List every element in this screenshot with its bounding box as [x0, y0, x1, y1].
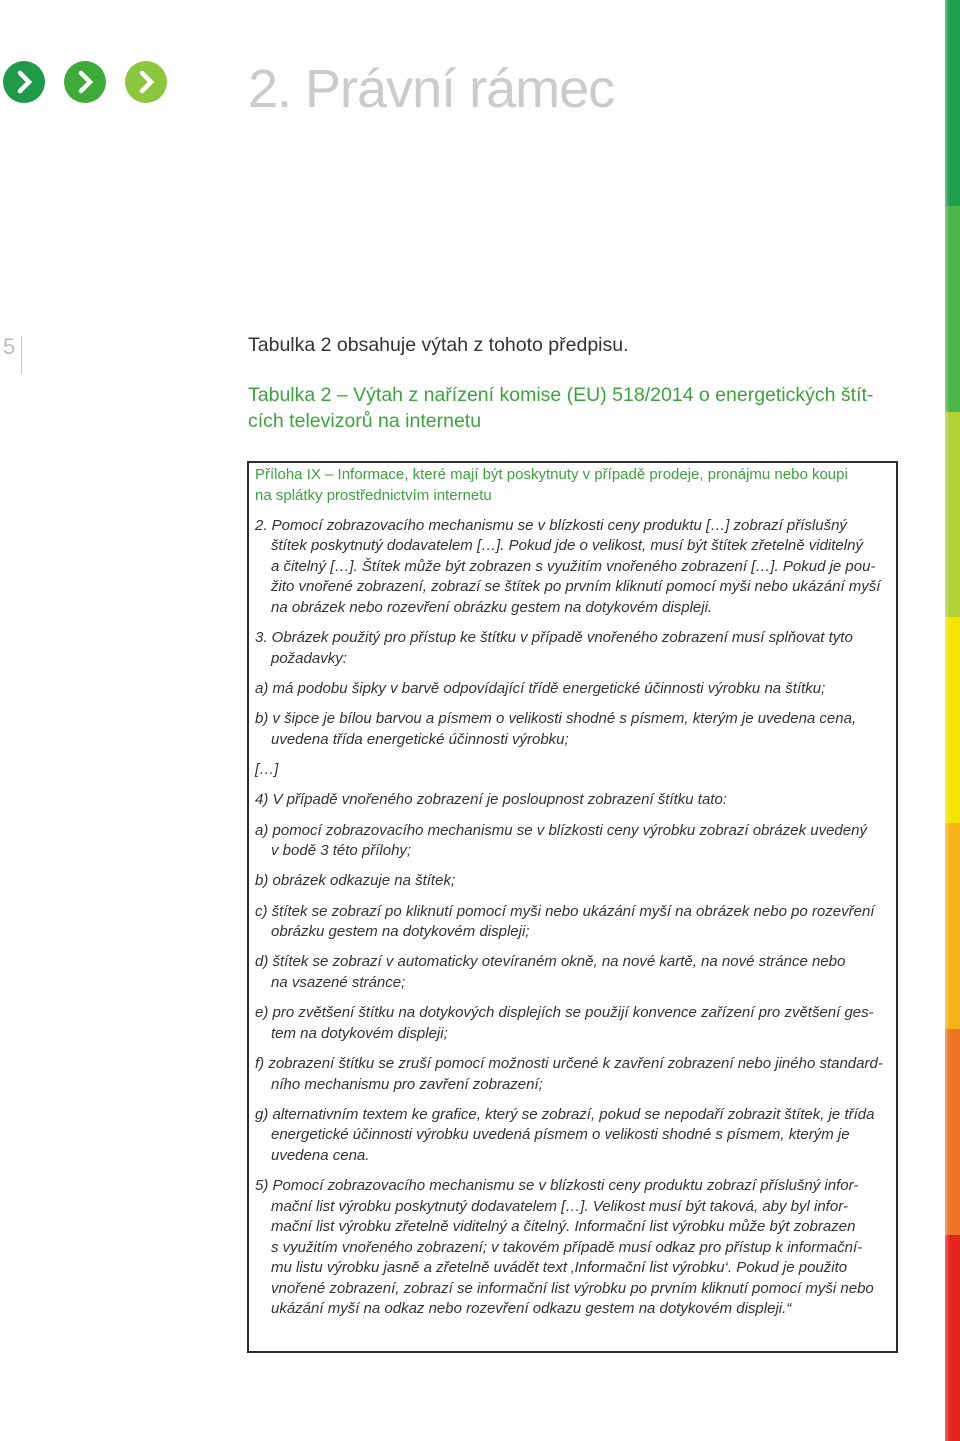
excerpt-heading — [255, 465, 890, 506]
paragraph-line: tem na dotykovém displeji; — [271, 1024, 448, 1042]
excerpt-paragraph — [255, 871, 890, 892]
paragraph-line: štítek poskytnutý dodavatelem […]. Pokud jde o velikost, musí být štítek zřetelně viditelný — [271, 537, 863, 555]
paragraph-line: 2. Pomocí zobrazovacího mechanismu se v blízkosti ceny produktu […] zobrazí příslušný — [255, 516, 847, 534]
paragraph-line: žito vnořené zobrazení, zobrazí se štítek po prvním kliknutí pomocí myši nebo ukázání myší — [271, 578, 881, 596]
paragraph-line: v bodě 3 této přílohy; — [271, 842, 412, 860]
page-number-divider — [21, 336, 22, 374]
paragraph-line: 5) Pomocí zobrazovacího mechanismu se v blízkosti ceny produktu zobrazí příslušný infor- — [255, 1177, 859, 1195]
paragraph-line: g) alternativním textem ke grafice, který se zobrazí, pokud se nepodaří zobrazit štítek, je třída — [255, 1105, 875, 1123]
paragraph-line: energetické účinnosti výrobku uvedená písmem o velikosti shodné s písmem, kterým je — [271, 1126, 850, 1144]
chevron-badges — [0, 58, 172, 106]
bar-sheen — [945, 0, 960, 1441]
table-caption — [248, 382, 873, 434]
paragraph-line: ukázání myší na odkaz nebo rozevření odkazu gestem na dotykovém displeji.“ — [271, 1300, 792, 1318]
regulation-excerpt-box — [247, 461, 898, 1353]
paragraph-line: mu listu výrobku jasně a zřetelně uvádět text ‚Informační list výrobku‘. Pokud je použito — [271, 1259, 848, 1277]
intro-text: Tabulka 2 obsahuje výtah z tohoto předpisu. — [248, 334, 629, 356]
energy-class-color-bar — [945, 0, 960, 1441]
paragraph-line: požadavky: — [271, 649, 347, 667]
paragraph-line: e) pro zvětšení štítku na dotykových displejích se použijí konvence zařízení pro zvětšení ges- — [255, 1004, 874, 1022]
excerpt-paragraph — [255, 1054, 890, 1095]
table-caption-line: cích televizorů na internetu — [248, 410, 482, 432]
paragraph-line: 3. Obrázek použitý pro přístup ke štítku v případě vnořeného zobrazení musí splňovat tyto — [255, 629, 853, 647]
badge-circle — [125, 61, 167, 103]
paragraph-line: a) má podobu šipky v barvě odpovídající třídě energetické účinnosti výrobku na štítku; — [255, 679, 826, 697]
paragraph-line: d) štítek se zobrazí v automaticky otevíraném okně, na nové kartě, na nové stránce nebo — [255, 953, 846, 971]
excerpt-paragraph — [255, 790, 890, 811]
paragraph-line: c) štítek se zobrazí po kliknutí pomocí myši nebo ukázání myší na obrázek nebo po rozevření — [255, 902, 875, 920]
badge-circle — [64, 61, 106, 103]
excerpt-heading-line: na splátky prostřednictvím internetu — [255, 486, 492, 504]
nav-arrow-badge — [64, 61, 106, 103]
paragraph-line: mační list výrobku poskytnutý dodavatelem […]. Velikost musí být taková, aby byl infor- — [271, 1197, 848, 1215]
excerpt-paragraph — [255, 821, 890, 862]
paragraph-line: uvedena třída energetické účinnosti výrobku; — [271, 730, 569, 748]
excerpt-paragraph — [255, 902, 890, 943]
excerpt-heading-line: Příloha IX – Informace, které mají být poskytnuty v případě prodeje, pronájmu nebo koupi — [255, 466, 848, 483]
excerpt-paragraph — [255, 628, 890, 669]
paragraph-line: uvedena cena. — [271, 1146, 370, 1164]
nav-arrow-badge — [3, 61, 45, 103]
page-title: 2. Právní rámec — [248, 59, 615, 119]
paragraph-line: b) obrázek odkazuje na štítek; — [255, 872, 456, 890]
omission-marker: […] — [255, 760, 279, 778]
paragraph-line: b) v šipce je bílou barvou a písmem o velikosti shodné s písmem, kterým je uvedena cena, — [255, 710, 857, 728]
excerpt-paragraph — [255, 1105, 890, 1167]
table-caption-line: Tabulka 2 – Výtah z nařízení komise (EU) 518/2014 o energetických štít- — [248, 384, 874, 406]
excerpt-paragraph — [255, 952, 890, 993]
paragraph-line: 4) V případě vnořeného zobrazení je posloupnost zobrazení štítku tato: — [255, 791, 727, 809]
paragraph-line: s využitím vnořeného zobrazení; v takovém případě musí odkaz pro přístup k informační- — [271, 1238, 863, 1256]
paragraph-line: na obrázek nebo rozevření obrázku gestem na dotykovém displeji. — [271, 598, 713, 616]
paragraph-line: vnořené zobrazení, zobrazí se informační list výrobku po prvním kliknutí pomocí myši nebo — [271, 1279, 874, 1297]
paragraph-line: f) zobrazení štítku se zruší pomocí možnosti určené k zavření zobrazení nebo jiného standard- — [255, 1055, 883, 1073]
paragraph-line: a) pomocí zobrazovacího mechanismu se v blízkosti ceny výrobku zobrazí obrázek uvedený — [255, 821, 867, 839]
excerpt-paragraph — [255, 760, 890, 781]
page-number: 5 — [3, 334, 16, 359]
excerpt-paragraph — [255, 679, 890, 700]
paragraph-line: obrázku gestem na dotykovém displeji; — [271, 923, 530, 941]
excerpt-paragraph — [255, 709, 890, 750]
paragraph-line: na vsazené stránce; — [271, 973, 406, 991]
excerpt-paragraph — [255, 1176, 890, 1320]
paragraph-line: mační list výrobku zřetelně viditelný a čitelný. Informační list výrobku může být zobrazen — [271, 1218, 856, 1236]
nav-arrow-badge — [125, 61, 167, 103]
excerpt-paragraph — [255, 1003, 890, 1044]
badge-circle — [3, 61, 45, 103]
paragraph-line: a čitelný […]. Štítek může být zobrazen s využitím vnořeného zobrazení […]. Pokud je pou- — [271, 557, 876, 575]
paragraph-line: ního mechanismu pro zavření zobrazení; — [271, 1075, 543, 1093]
excerpt-paragraph — [255, 516, 890, 619]
